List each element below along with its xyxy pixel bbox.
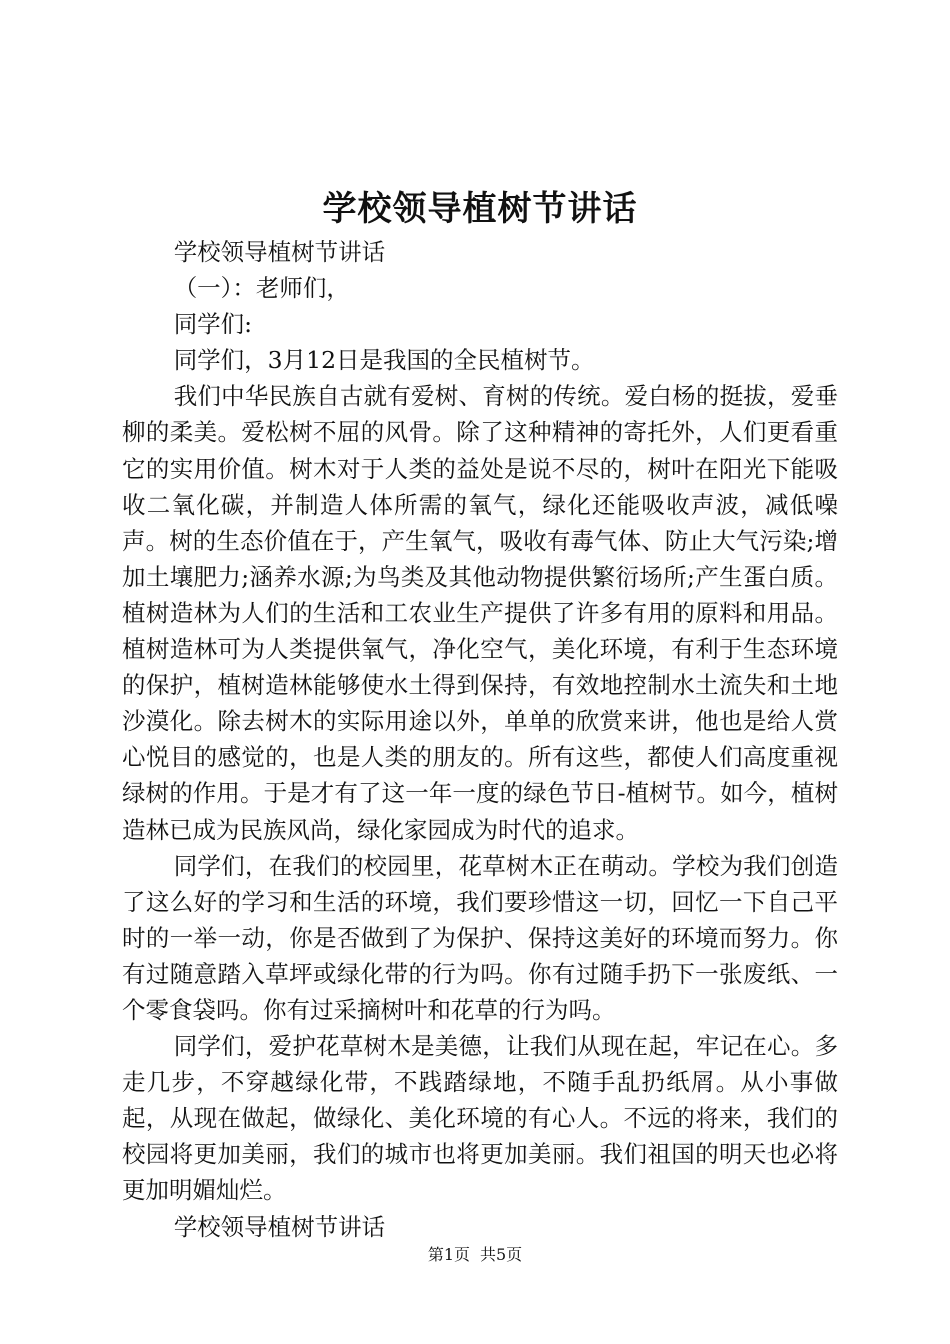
page-total: 共5页 bbox=[480, 1245, 523, 1264]
paragraph-next-heading: 学校领导植树节讲话 bbox=[173, 1212, 386, 1241]
paragraph-intro: 同学们，3月12日是我国的全民植树节。 bbox=[173, 346, 595, 375]
paragraph-salutation-students: 同学们: bbox=[173, 310, 253, 339]
page-footer bbox=[0, 1245, 950, 1265]
paragraph-salutation-teachers: （一）：老师们， bbox=[173, 274, 350, 303]
paragraph-campus: 同学们，在我们的校园里，花草树木正在萌动。学校为我们创造了这么好的学习和生活的环境，我们要珍惜这一切，回忆一下自己平时的一举一动，你是否做到了为保护、保持这美好的环境而努力。你有过随意踏入草坪或绿化带的行为吗。你有过随手扔下一张废纸、一个零食袋吗。你有过采摘树叶和花草的行为吗。 bbox=[122, 851, 838, 1024]
paragraph-tradition: 我们中华民族自古就有爱树、育树的传统。爱白杨的挺拔，爱垂柳的柔美。爱松树不屈的风骨。除了这种精神的寄托外，人们更看重它的实用价值。树木对于人类的益处是说不尽的，树叶在阳光下能吸收二氧化碳，并制造人体所需的氧气，绿化还能吸收声波，减低噪声。树的生态价值在于，产生氧气，吸收有毒气体、防止大气污染;增加土壤肥力;涵养水源;为鸟类及其他动物提供繁衍场所;产生蛋白质。植树造林为人们的生活和工农业生产提供了许多有用的原料和用品。植树造林可为人类提供氧气，净化空气，美化环境，有利于生态环境的保护，植树造林能够使水土得到保持，有效地控制水土流失和土地沙漠化。除去树木的实际用途以外，单单的欣赏来讲，他也是给人赏心悦目的感觉的，也是人类的朋友的。所有这些，都使人们高度重视绿树的作用。于是才有了这一年一度的绿色节日-植树节。如今，植树造林已成为民族风尚，绿化家园成为时代的追求。 bbox=[122, 382, 838, 844]
page-number: 第1页 bbox=[427, 1245, 470, 1264]
paragraph-appeal: 同学们，爱护花草树木是美德，让我们从现在起，牢记在心。多走几步，不穿越绿化带，不践踏绿地，不随手乱扔纸屑。从小事做起，从现在做起，做绿化、美化环境的有心人。不远的将来，我们的校园将更加美丽，我们的城市也将更加美丽。我们祖国的明天也必将更加明媚灿烂。 bbox=[122, 1032, 838, 1205]
document-body bbox=[122, 234, 838, 1245]
document-title: 学校领导植树节讲话 bbox=[322, 189, 638, 229]
paragraph-heading: 学校领导植树节讲话 bbox=[173, 238, 386, 266]
